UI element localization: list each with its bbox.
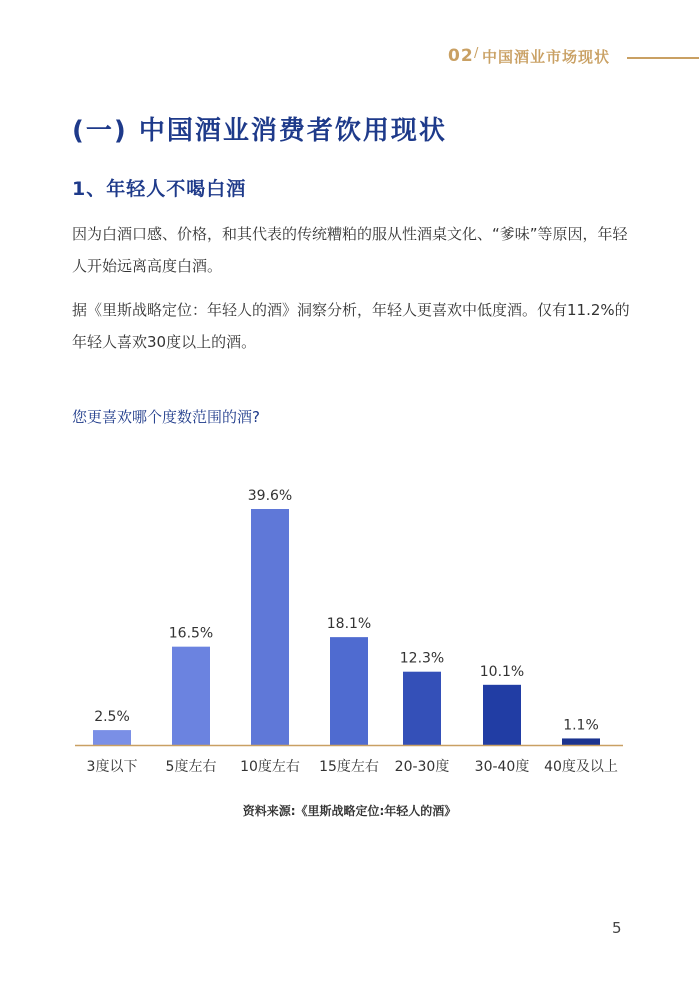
- category-label-2: 10度左右: [240, 759, 300, 775]
- source-note: 资料来源:《里斯战略定位:年轻人的酒》: [242, 804, 457, 818]
- bar-0: [93, 730, 131, 745]
- bar-value-label-1: 16.5%: [168, 625, 214, 642]
- bar-value-label-2: 39.6%: [247, 488, 293, 504]
- category-label-0: 3度以下: [86, 759, 138, 775]
- category-label-4: 20-30度: [394, 759, 450, 775]
- category-label-5: 30-40度: [474, 759, 530, 775]
- bar-value-label-4: 12.3%: [399, 650, 445, 667]
- bar-4: [403, 672, 441, 745]
- chart-question: 您更喜欢哪个度数范围的酒?: [72, 408, 260, 426]
- bar-5: [483, 685, 521, 745]
- bar-6: [562, 738, 600, 745]
- header-slash: /: [474, 46, 479, 61]
- page-number: 5: [612, 919, 622, 937]
- subsection-title: 1、年轻人不喝白酒: [72, 178, 247, 200]
- bar-value-label-0: 2.5%: [94, 709, 130, 726]
- category-label-6: 40度及以上: [544, 759, 618, 775]
- section-title: (一) 中国酒业消费者饮用现状: [72, 116, 447, 146]
- bar-value-label-5: 10.1%: [479, 663, 525, 680]
- section-number: 02: [448, 46, 474, 66]
- bar-value-label-3: 18.1%: [326, 616, 372, 633]
- bar-2: [251, 509, 289, 745]
- paragraph-2: 据《里斯战略定位：年轻人的酒》洞察分析，年轻人更喜欢中低度酒。仅有11.2%的年轻人喜欢30度以上的酒。: [72, 301, 630, 351]
- section-header-title: 中国酒业市场现状: [482, 48, 611, 66]
- paragraph-1: 因为白酒口感、价格，和其代表的传统糟粕的服从性酒桌文化、“爹味”等原因，年轻人开始远离高度白酒。: [72, 225, 628, 275]
- bar-1: [172, 647, 210, 745]
- category-label-1: 5度左右: [165, 759, 217, 775]
- bar-value-label-6: 1.1%: [563, 717, 599, 734]
- bar-3: [330, 637, 368, 745]
- category-label-3: 15度左右: [319, 759, 379, 775]
